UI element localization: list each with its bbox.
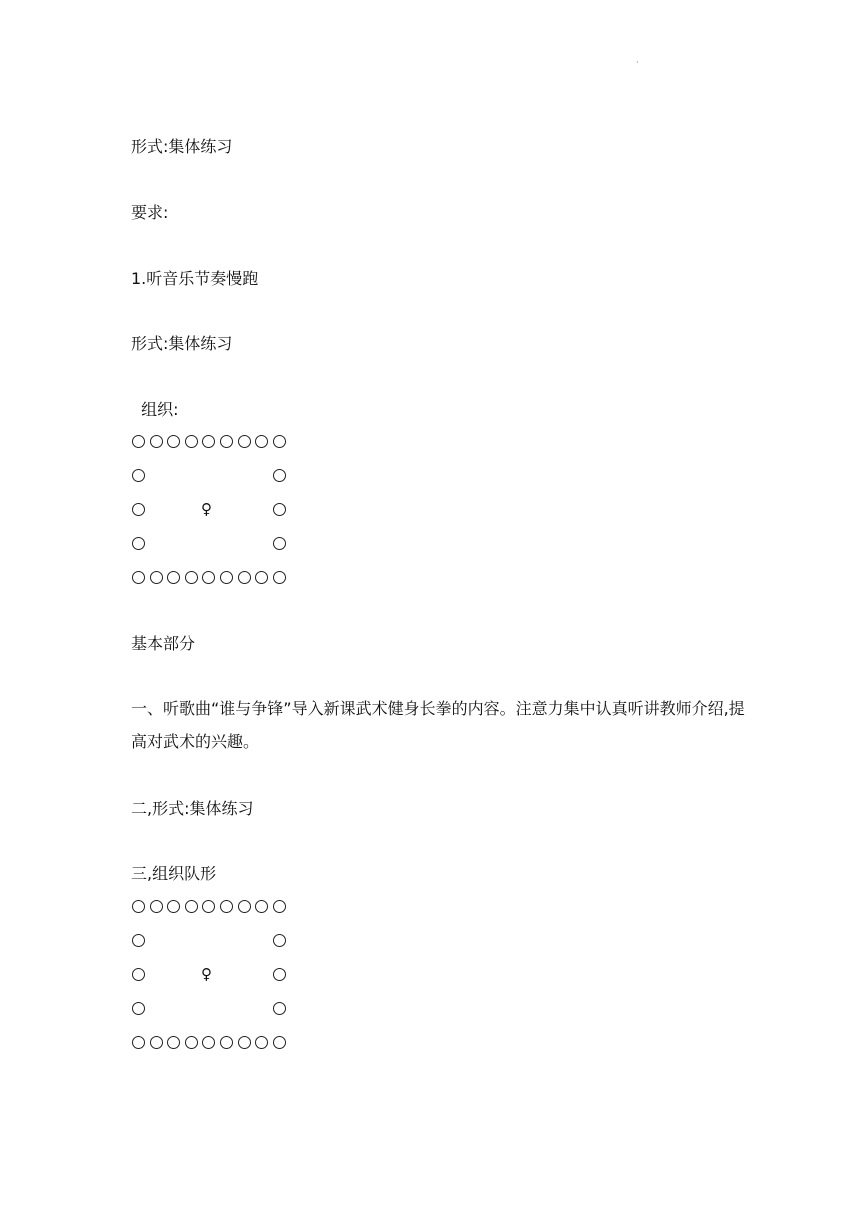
section-heading-basic: 基本部分 (131, 634, 196, 653)
formation1-row-top (131, 432, 291, 452)
organization-label: 组织: (131, 400, 179, 419)
student-circle (132, 469, 145, 482)
student-circle (273, 571, 286, 584)
student-circle (132, 968, 145, 981)
student-circle (238, 900, 251, 913)
student-circle (202, 900, 215, 913)
student-circle (185, 435, 198, 448)
student-circle (238, 435, 251, 448)
student-circle (132, 537, 145, 550)
student-circle (150, 571, 163, 584)
formation2-row-side (131, 931, 291, 951)
student-circle (255, 1036, 268, 1049)
student-circle (220, 571, 233, 584)
form-label-3: 二,形式:集体练习 (131, 799, 254, 818)
student-circle (132, 1036, 145, 1049)
formation-label: 三,组织队形 (131, 864, 217, 883)
teacher-symbol: ♀ (201, 500, 212, 518)
form-label-2: 形式:集体练习 (131, 334, 233, 353)
student-circle (132, 435, 145, 448)
student-circle (273, 1036, 286, 1049)
student-circle (132, 934, 145, 947)
student-circle (273, 469, 286, 482)
student-circle (255, 435, 268, 448)
formation2-row-bottom (131, 1033, 291, 1053)
formation2-row-top (131, 897, 291, 917)
student-circle (167, 900, 180, 913)
student-circle (150, 1036, 163, 1049)
student-circle (202, 571, 215, 584)
formation1-row-side (131, 466, 291, 486)
student-circle (185, 571, 198, 584)
student-circle (167, 1036, 180, 1049)
student-circle (150, 435, 163, 448)
header-mark: · (636, 58, 639, 67)
student-circle (220, 900, 233, 913)
student-circle (273, 503, 286, 516)
student-circle (273, 968, 286, 981)
formation2-row-side (131, 999, 291, 1019)
student-circle (132, 1002, 145, 1015)
student-circle (132, 900, 145, 913)
requirements-label: 要求: (131, 203, 169, 222)
student-circle (255, 571, 268, 584)
student-circle (238, 571, 251, 584)
student-circle (132, 503, 145, 516)
student-circle (273, 900, 286, 913)
student-circle (167, 435, 180, 448)
form-label-1: 形式:集体练习 (131, 137, 233, 156)
paragraph-intro: 一、听歌曲“谁与争锋”导入新课武术健身长拳的内容。注意力集中认真听讲教师介绍,提高对武术的兴趣。 (131, 699, 745, 751)
requirement-item-1: 1.听音乐节奏慢跑 (131, 269, 259, 288)
student-circle (185, 1036, 198, 1049)
student-circle (255, 900, 268, 913)
student-circle (202, 1036, 215, 1049)
student-circle (202, 435, 215, 448)
student-circle (150, 900, 163, 913)
student-circle (273, 1002, 286, 1015)
student-circle (220, 435, 233, 448)
student-circle (238, 1036, 251, 1049)
student-circle (167, 571, 180, 584)
student-circle (185, 900, 198, 913)
student-circle (273, 435, 286, 448)
formation1-row-side (131, 534, 291, 554)
formation1-row-bottom (131, 568, 291, 588)
student-circle (220, 1036, 233, 1049)
student-circle (132, 571, 145, 584)
student-circle (273, 537, 286, 550)
teacher-symbol: ♀ (201, 965, 212, 983)
student-circle (273, 934, 286, 947)
